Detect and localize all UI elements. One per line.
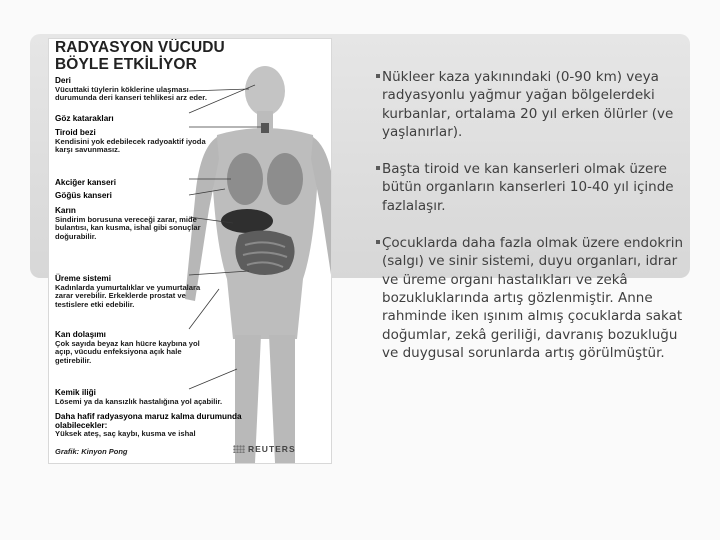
label-abdomen [55, 207, 215, 241]
label-eye [55, 115, 215, 124]
label-heading: Göğüs kanseri [55, 191, 112, 200]
body-head [245, 66, 285, 116]
label-desc: Yüksek ateş, saç kaybı, kusma ve ishal [55, 429, 196, 439]
infographic-title [55, 39, 325, 73]
label-heading: Üreme sistemi [55, 274, 111, 283]
label-heading: Tiroid bezi [55, 128, 96, 137]
label-reproductive [55, 275, 215, 309]
label-heading: Deri [55, 76, 71, 85]
label-lung [55, 179, 215, 188]
label-desc: Lösemi ya da kansızlık hastalığına yol açabilir. [55, 396, 223, 406]
label-desc: Çok sayıda beyaz kan hücre kaybına yol açıp, vücudu enfeksiyona açık hale getirebilir. [55, 338, 200, 365]
bullet-square-icon [376, 240, 380, 244]
label-thyroid [55, 129, 215, 155]
label-blood [55, 331, 215, 365]
graphic-credit: Grafik: Kinyon Pong [55, 447, 128, 456]
label-desc: Kadınlarda yumurtalıklar ve yumurtalara zarar verebilir. Erkeklerde prostat ve testislere etki edebilir. [55, 282, 201, 309]
thyroid-marker [261, 123, 269, 133]
source-name: REUTERS [248, 444, 296, 454]
label-heading: Göz katarakları [55, 114, 114, 123]
bullet-text: Çocuklarda daha fazla olmak üzere endokrin (salgı) ve sinir sistemi, duyu organları, idrar ve üreme organı hastalıkları ve zekâ bozukluklarında artış gözlenmiştir. Anne rahminde iken ışınım almış çocuklarda sakat doğumlar, zekâ geriliği, davranış bozukluğu ve duygusal sorunlarda artış görülmüştür. [382, 235, 684, 361]
reuters-dots-icon [233, 445, 245, 453]
label-heading: Karın [55, 206, 76, 215]
bullet-square-icon [376, 166, 380, 170]
bullet-text: Nükleer kaza yakınındaki (0-90 km) veya radyasyonlu yağmur yağan bölgelerdeki kurbanlar, ortalama 20 yıl erken ölürler (ve yaşlanırlar). [382, 69, 674, 140]
label-desc: Vücuttaki tüylerin köklerine ulaşması durumunda deri kanseri tehlikesi arz eder. [55, 84, 207, 103]
label-bone-marrow [55, 389, 285, 406]
label-heading: Kemik iliği [55, 388, 96, 397]
label-heading: Akciğer kanseri [55, 178, 116, 187]
list-item [376, 234, 684, 362]
label-desc: Kendisini yok edebilecek radyoaktif iyoda karşı savunmasız. [55, 136, 206, 155]
bullet-square-icon [376, 74, 380, 78]
source-logo [233, 444, 296, 454]
lung-left [267, 153, 303, 205]
bullet-list [376, 68, 684, 381]
bullet-text: Başta tiroid ve kan kanserleri olmak üzere bütün organların kanserleri 10-40 yıl içinde fazlalaşır. [382, 161, 674, 214]
title-line-1: RADYASYON VÜCUDU [55, 39, 225, 56]
list-item [376, 68, 684, 141]
liver-organ [221, 209, 273, 233]
label-breast [55, 192, 215, 201]
list-item [376, 160, 684, 215]
radiation-infographic [48, 38, 332, 464]
label-heading: Daha hafif radyasyona maruz kalma durumunda olabilecekler: [55, 412, 242, 430]
label-mild-exposure [55, 413, 285, 439]
label-heading: Kan dolaşımı [55, 330, 106, 339]
label-skin [55, 77, 215, 103]
lung-right [227, 153, 263, 205]
title-line-2: BÖYLE ETKİLİYOR [55, 56, 197, 73]
label-desc: Sindirim borusuna vereceği zarar, mide bulantısı, kan kusma, ishal gibi sonuçlar doğurabilir. [55, 214, 201, 241]
